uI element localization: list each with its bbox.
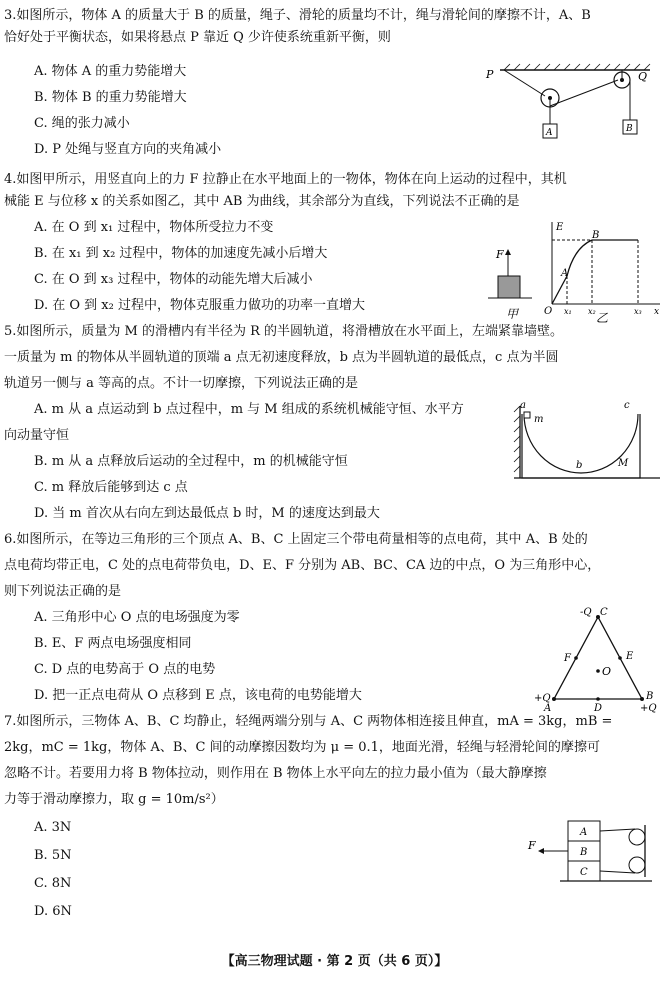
q4-force-diagram: [486, 240, 536, 322]
q3-label-b: B: [626, 124, 633, 134]
q3-label-p: P: [486, 68, 494, 81]
q6-label-d: D: [594, 703, 603, 713]
q5-option-c: C. m 释放后能够到达 c 点: [34, 480, 188, 495]
q5-stem-line2: 一质量为 m 的物体从半圆轨道的顶端 a 点无初速度释放，b 点为半圆轨道的最低点，c 点为半圆: [4, 350, 559, 365]
q5-stem-line1: 5.如图所示，质量为 M 的滑槽内有半径为 R 的半圆轨道，将滑槽放在水平面上，左端紧靠墙壁。: [4, 324, 564, 339]
q4-option-a: A. 在 O 到 x₁ 过程中，物体所受拉力不变: [34, 220, 274, 235]
q6-option-d: D. 把一正点电荷从 O 点移到 E 点，该电荷的电势能增大: [34, 688, 362, 703]
q6-option-b: B. E、F 两点电场强度相同: [34, 636, 192, 651]
q4-option-b: B. 在 x₁ 到 x₂ 过程中，物体的加速度先减小后增大: [34, 246, 328, 261]
q6-label-b: B: [646, 691, 654, 702]
q5-label-m: m: [534, 414, 544, 425]
q5-option-a-line1: A. m 从 a 点运动到 b 点过程中，m 与 M 组成的系统机械能守恒、水平方: [34, 402, 464, 417]
q3-pulley-diagram: [480, 58, 660, 148]
q5-label-b: b: [576, 460, 583, 471]
q7-label-f: F: [528, 839, 536, 852]
q6-label-o: O: [602, 665, 612, 678]
q7-option-c: C. 8N: [34, 876, 72, 891]
q4-option-c: C. 在 O 到 x₃ 过程中，物体的动能先增大后减小: [34, 272, 313, 287]
q7-label-c: C: [580, 867, 588, 878]
q7-stem-line3: 忽略不计。若要用力将 B 物体拉动，则作用在 B 物体上水平向左的拉力最小值为（最大静摩擦: [4, 766, 547, 781]
q4-label-b: B: [592, 230, 600, 241]
q7-stem-line4: 力等于滑动摩擦力，取 g = 10m/s²）: [4, 792, 224, 807]
q3-label-q: Q: [638, 70, 648, 83]
q6-label-c-charge: -Q: [580, 607, 592, 618]
q4-label-f: F: [496, 248, 504, 261]
q6-label-f: F: [564, 653, 571, 664]
q4-stem-line1: 4.如图甲所示，用竖直向上的力 F 拉静止在水平地面上的一物体，物体在向上运动的过程中，其机: [4, 172, 567, 187]
q4-stem-line2: 械能 E 与位移 x 的关系如图乙，其中 AB 为曲线，其余部分为直线，下列说法不正确的是: [4, 194, 520, 209]
q6-stem-line2: 点电荷均带正电，C 处的点电荷带负电，D、E、F 分别为 AB、BC、CA 边的中点，O 为三角形中心，: [4, 558, 601, 573]
q7-blocks-diagram: [520, 815, 660, 890]
q6-label-a: A: [544, 703, 552, 713]
q4-label-yi: 乙: [596, 311, 609, 324]
q3-stem-line2: 恰好处于平衡状态，如果将悬点 P 靠近 Q 少许使系统重新平衡，则: [4, 30, 391, 45]
q3-option-a: A. 物体 A 的重力势能增大: [34, 64, 187, 79]
q7-stem-line2: 2kg，mC = 1kg，物体 A、B、C 间的动摩擦因数均为 μ = 0.1，地面光滑，轻绳与轻滑轮间的摩擦可: [4, 740, 600, 755]
page-footer: 【高三物理试题 · 第 2 页（共 6 页）】: [221, 954, 448, 969]
q6-label-c: C: [600, 607, 608, 618]
q7-stem-line1: 7.如图所示，三物体 A、B、C 均静止，轻绳两端分别与 A、C 两物体相连接且伸直，mA = 3kg，mB =: [4, 714, 613, 729]
q6-label-e: E: [626, 651, 634, 662]
q6-label-a-charge: +Q: [534, 693, 551, 704]
q5-label-big-m: M: [618, 458, 629, 469]
q6-option-a: A. 三角形中心 O 点的电场强度为零: [34, 610, 240, 625]
q4-label-jia: 甲: [506, 307, 519, 321]
q4-label-a: A: [561, 268, 569, 279]
q3-option-b: B. 物体 B 的重力势能增大: [34, 90, 187, 105]
q4-label-o: O: [544, 306, 553, 317]
q4-label-x2: x₂: [588, 307, 596, 316]
q4-label-x3: x₃: [634, 307, 642, 316]
q4-label-x1: x₁: [564, 307, 572, 316]
q5-label-c: c: [624, 400, 630, 411]
q6-option-c: C. D 点的电势高于 O 点的电势: [34, 662, 216, 677]
q3-stem-line1: 3.如图所示，物体 A 的质量大于 B 的质量，绳子、滑轮的质量均不计，绳与滑轮间的摩擦不计，A、B: [4, 8, 591, 23]
q7-option-a: A. 3N: [34, 820, 72, 835]
q6-triangle-diagram: [530, 603, 665, 713]
q3-option-c: C. 绳的张力减小: [34, 116, 130, 131]
q7-label-a: A: [580, 827, 588, 838]
q6-label-b-charge: +Q: [640, 703, 657, 713]
q7-option-d: D. 6N: [34, 904, 72, 919]
q4-energy-graph: [540, 218, 665, 324]
q5-option-a-line2: 向动量守恒: [4, 428, 70, 443]
q5-label-a: a: [520, 400, 526, 411]
q4-label-e: E: [556, 222, 564, 233]
q7-option-b: B. 5N: [34, 848, 72, 863]
q6-stem-line3: 则下列说法正确的是: [4, 584, 122, 599]
q3-option-d: D. P 处绳与竖直方向的夹角减小: [34, 142, 222, 157]
q4-option-d: D. 在 O 到 x₂ 过程中，物体克服重力做功的功率一直增大: [34, 298, 365, 313]
q5-trough-diagram: [510, 398, 662, 486]
q7-label-b: B: [580, 847, 588, 858]
q5-option-d: D. 当 m 首次从右向左到达最低点 b 时，M 的速度达到最大: [34, 506, 380, 521]
q3-label-a: A: [546, 128, 553, 138]
q5-option-b: B. m 从 a 点释放后运动的全过程中，m 的机械能守恒: [34, 454, 348, 469]
q5-stem-line3: 轨道另一侧与 a 等高的点。不计一切摩擦，下列说法正确的是: [4, 376, 359, 391]
q4-label-x: x: [654, 307, 660, 317]
q6-stem-line1: 6.如图所示，在等边三角形的三个顶点 A、B、C 上固定三个带电荷量相等的点电荷，其中 A、B 处的: [4, 532, 588, 547]
